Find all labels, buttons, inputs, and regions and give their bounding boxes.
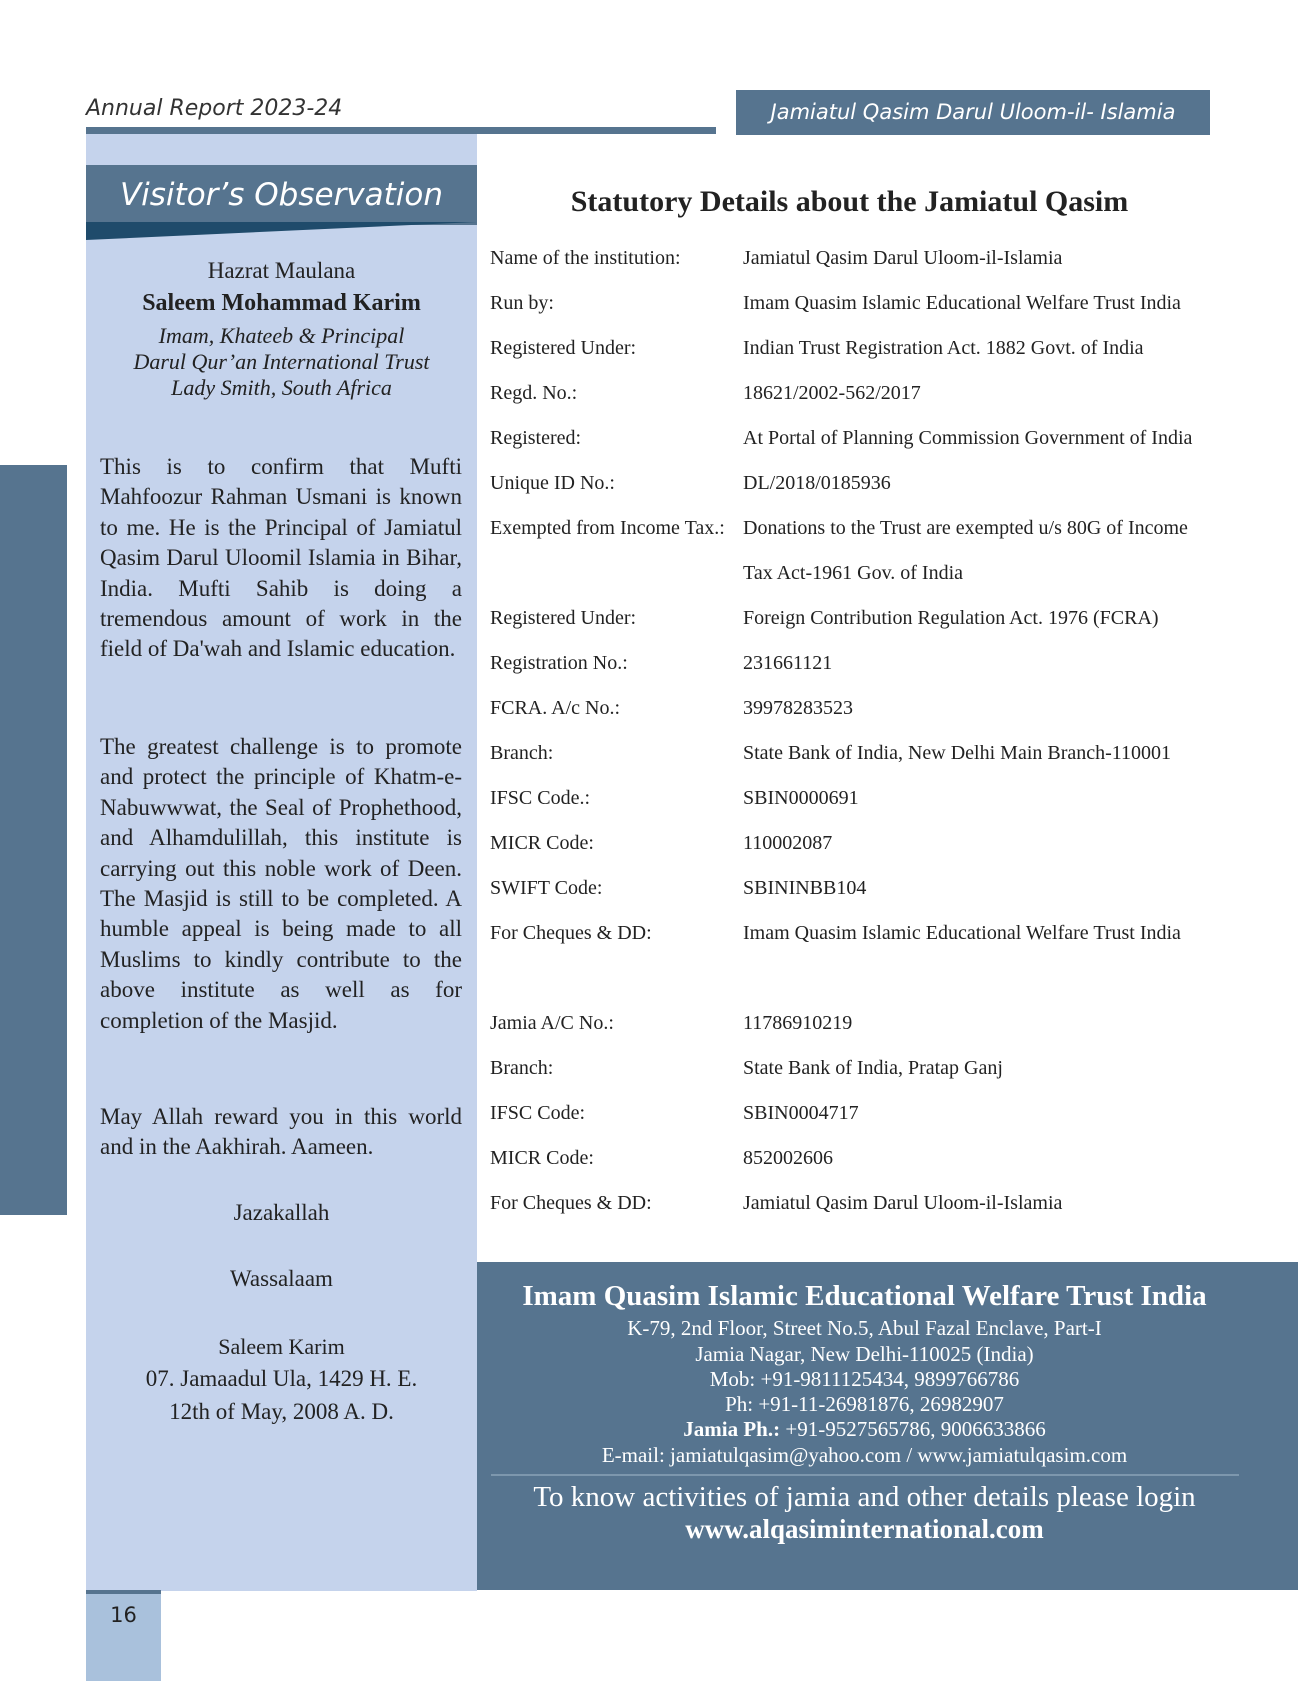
statutory-label: Branch:	[490, 742, 554, 764]
statutory-value: Jamiatul Qasim Darul Uloom-il-Islamia	[743, 1192, 1063, 1214]
trust-phone: Ph: +91-11-26981876, 26982907	[725, 1392, 1004, 1416]
statutory-value: Jamiatul Qasim Darul Uloom-il-Islamia	[743, 247, 1063, 269]
statutory-row	[490, 652, 1230, 697]
statutory-row	[490, 1147, 1230, 1192]
statutory-row	[490, 382, 1230, 427]
statutory-value: At Portal of Planning Commission Government of India	[743, 427, 1193, 449]
trust-box-divider	[491, 1474, 1239, 1476]
trust-address-line: K-79, 2nd Floor, Street No.5, Abul Fazal Enclave, Part-I	[627, 1316, 1102, 1340]
statutory-value: DL/2018/0185936	[743, 472, 891, 494]
statutory-label: Branch:	[490, 1057, 554, 1079]
statutory-label: For Cheques & DD:	[490, 1192, 652, 1214]
visitor-observation-heading: Visitor’s Observation	[86, 165, 477, 225]
statutory-value: SBIN0004717	[743, 1102, 859, 1124]
report-title: Annual Report 2023-24	[86, 96, 343, 121]
statutory-value: 110002087	[743, 832, 833, 854]
side-accent-bar	[0, 465, 67, 1215]
trust-email-website: E-mail: jamiatulqasim@yahoo.com / www.jamiatulqasim.com	[601, 1443, 1128, 1467]
date-gregorian: 12th of May, 2008 A. D.	[169, 1399, 394, 1424]
statutory-label: IFSC Code.:	[490, 787, 591, 809]
statutory-row	[490, 832, 1230, 877]
statutory-row	[490, 562, 1230, 607]
visitor-role-line: Darul Qur’an International Trust	[133, 349, 430, 374]
jamia-phone	[477, 1417, 1252, 1442]
statutory-row	[490, 607, 1230, 652]
statutory-value: 18621/2002-562/2017	[743, 382, 921, 404]
statutory-row	[490, 697, 1230, 742]
statutory-value: SBININBB104	[743, 877, 867, 899]
statutory-row	[490, 247, 1230, 292]
statutory-row	[490, 1057, 1230, 1102]
login-prompt: To know activities of jamia and other details please login	[533, 1481, 1196, 1513]
statutory-row	[490, 1012, 1230, 1057]
statutory-label: Exempted from Income Tax.:	[490, 517, 725, 539]
trust-name: Imam Quasim Islamic Educational Welfare Trust India	[522, 1280, 1207, 1312]
statutory-label: Regd. No.:	[490, 382, 578, 404]
statutory-row	[490, 787, 1230, 832]
jamia-phone-label: Jamia Ph.:	[683, 1417, 781, 1441]
statutory-value: State Bank of India, Pratap Ganj	[743, 1057, 1003, 1079]
visitor-honorific: Hazrat Maulana	[207, 258, 356, 283]
visitor-name: Saleem Mohammad Karim	[142, 290, 421, 316]
trust-address-line: Jamia Nagar, New Delhi-110025 (India)	[695, 1342, 1034, 1366]
statutory-row	[490, 337, 1230, 382]
visitor-role-line: Lady Smith, South Africa	[171, 375, 392, 400]
statutory-row	[490, 877, 1230, 922]
statutory-row	[490, 427, 1230, 472]
observation-paragraph: This is to confirm that Mufti Mahfoozur Rahman Usmani is known to me. He is the Principal of Jamiatul Qasim Darul Uloomil Islamia in Bihar, India. Mufti Sahib is doing a tremendous amount of work in the field of Da'wah and Islamic education.	[100, 454, 462, 662]
statutory-label: SWIFT Code:	[490, 877, 603, 899]
statutory-value: Indian Trust Registration Act. 1882 Govt. of India	[743, 337, 1144, 359]
closing-salutation: Wassalaam	[230, 1266, 333, 1291]
statutory-row	[490, 1192, 1230, 1237]
header-rule	[86, 127, 716, 134]
statutory-label: For Cheques & DD:	[490, 922, 652, 944]
statutory-row	[490, 742, 1230, 787]
trust-mobile: Mob: +91-9811125434, 9899766786	[709, 1367, 1020, 1391]
website-link[interactable]: www.alqasiminternational.com	[685, 1514, 1044, 1544]
statutory-label: Name of the institution:	[490, 247, 681, 269]
statutory-value: 231661121	[743, 652, 833, 674]
statutory-row	[490, 922, 1230, 967]
statutory-label: MICR Code:	[490, 832, 594, 854]
statutory-label: Registered Under:	[490, 607, 637, 629]
visitor-role	[86, 323, 477, 401]
statutory-value: Foreign Contribution Regulation Act. 1976 (FCRA)	[743, 607, 1159, 629]
statutory-value: Tax Act-1961 Gov. of India	[743, 562, 964, 584]
jamia-phone-number: +91-9527565786, 9006633866	[780, 1417, 1046, 1441]
observation-paragraph: May Allah reward you in this world and in the Aakhirah. Aameen.	[100, 1104, 462, 1160]
statutory-value: 852002606	[743, 1147, 833, 1169]
statutory-value: Imam Quasim Islamic Educational Welfare Trust India	[743, 292, 1181, 314]
institution-header-banner: Jamiatul Qasim Darul Uloom-il- Islamia	[736, 90, 1210, 135]
statutory-value: Donations to the Trust are exempted u/s 80G of Income	[743, 517, 1188, 539]
statutory-label: Run by:	[490, 292, 554, 314]
page-number-rule	[86, 1590, 161, 1594]
date-hijri: 07. Jamaadul Ula, 1429 H. E.	[145, 1366, 418, 1391]
statutory-label: Jamia A/C No.:	[490, 1012, 614, 1034]
statutory-row	[490, 517, 1230, 562]
trust-contact-box	[477, 1262, 1298, 1590]
visitor-role-line: Imam, Khateeb & Principal	[158, 323, 405, 348]
statutory-label: FCRA. A/c No.:	[490, 697, 621, 719]
statutory-row	[490, 472, 1230, 517]
statutory-value: SBIN0000691	[743, 787, 859, 809]
statutory-label: IFSC Code:	[490, 1102, 586, 1124]
statutory-label: Unique ID No.:	[490, 472, 615, 494]
statutory-value: Imam Quasim Islamic Educational Welfare Trust India	[743, 922, 1181, 944]
statutory-value: 39978283523	[743, 697, 853, 719]
statutory-label: Registered:	[490, 427, 582, 449]
closing-greeting: Jazakallah	[233, 1200, 330, 1225]
statutory-label: MICR Code:	[490, 1147, 594, 1169]
observation-paragraph: The greatest challenge is to promote and protect the principle of Khatm-e-Nabuwwwat, the Seal of Prophethood, and Alhamdulillah, this institute is carrying out this noble work of Deen. The Masjid is still to be completed. A humble appeal is being made to all Muslims to kindly contribute to the above institute as well as for completion of the Masjid.	[100, 734, 462, 1033]
statutory-label: Registration No.:	[490, 652, 628, 674]
statutory-label: Registered Under:	[490, 337, 637, 359]
statutory-row	[490, 1102, 1230, 1147]
page-number: 16	[110, 1603, 137, 1627]
statutory-row	[490, 292, 1230, 337]
statutory-value: State Bank of India, New Delhi Main Branch-110001	[743, 742, 1172, 764]
statutory-title: Statutory Details about the Jamiatul Qasim	[570, 185, 1129, 218]
statutory-value: 11786910219	[743, 1012, 853, 1034]
signature-name: Saleem Karim	[218, 1334, 345, 1359]
